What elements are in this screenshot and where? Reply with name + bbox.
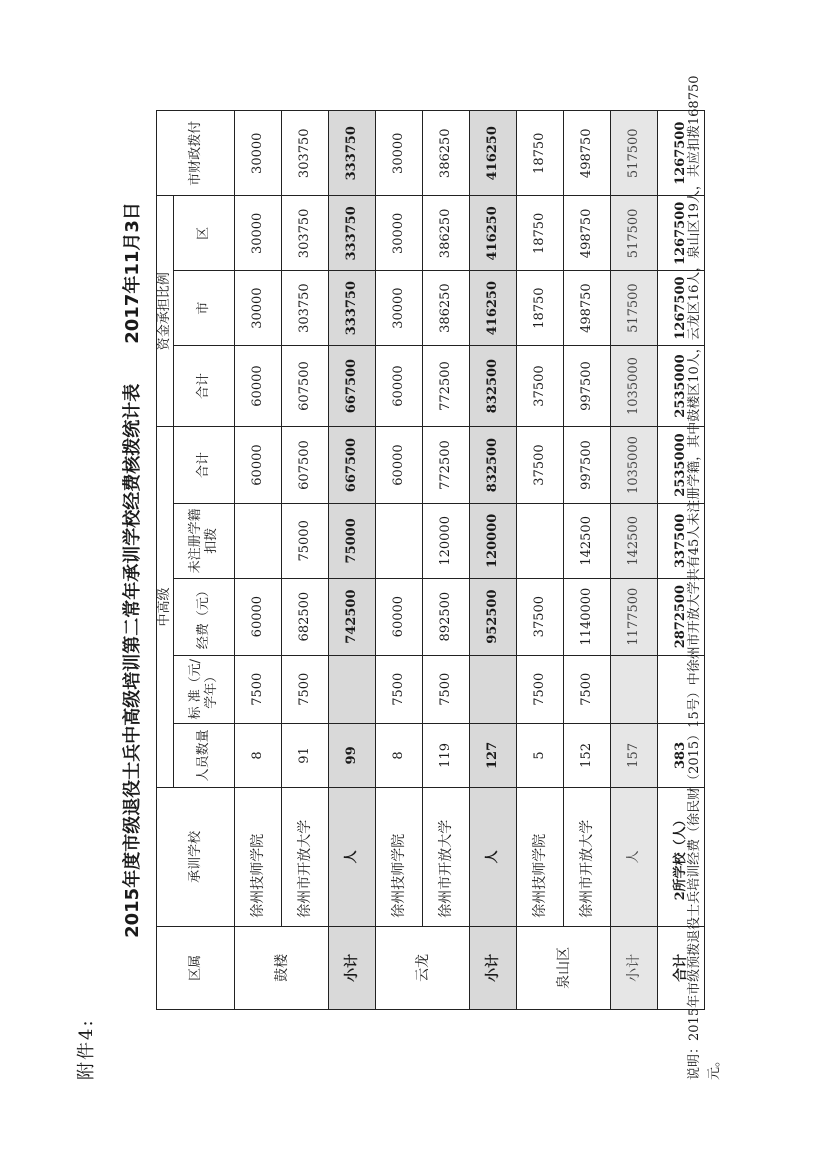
cell-share-district: 333750 [329, 196, 376, 271]
cell-fee: 892500 [423, 578, 470, 655]
cell-share-total: 60000 [235, 345, 282, 426]
cell-total: 997500 [564, 427, 611, 504]
header-count: 人员数量 [174, 723, 235, 787]
cell-school: 徐州市开放大学 [282, 787, 329, 926]
cell-school: 2所学校（人） [658, 787, 705, 926]
cell-share-district: 498750 [564, 196, 611, 271]
cell-region: 鼓楼 [235, 926, 329, 1009]
cell-unregistered: 75000 [329, 503, 376, 578]
cell-region: 云龙 [376, 926, 470, 1009]
cell-share-district: 386250 [423, 196, 470, 271]
table-row [376, 111, 423, 1010]
cell-city-pay: 517500 [611, 111, 658, 197]
cell-total: 1035000 [611, 427, 658, 504]
cell-share-total: 772500 [423, 345, 470, 426]
cell-share-district: 303750 [282, 196, 329, 271]
cell-unregistered: 120000 [423, 503, 470, 578]
cell-count: 127 [470, 723, 517, 787]
funding-table [156, 110, 705, 1010]
cell-school: 徐州技师学院 [235, 787, 282, 926]
cell-standard: 7500 [376, 655, 423, 723]
cell-count: 99 [329, 723, 376, 787]
cell-fee: 1177500 [611, 578, 658, 655]
cell-fee: 60000 [376, 578, 423, 655]
attachment-label: 附件4: [76, 1018, 97, 1080]
cell-standard: 7500 [235, 655, 282, 723]
cell-fee: 952500 [470, 578, 517, 655]
cell-fee: 2872500 [658, 578, 705, 655]
header-mid-high: 中高级 [157, 427, 174, 788]
cell-unregistered: 120000 [470, 503, 517, 578]
cell-city-pay: 30000 [376, 111, 423, 197]
cell-share-city: 1267500 [658, 271, 705, 346]
header-unregistered: 未注册学籍扣拨 [174, 503, 235, 578]
cell-region: 泉山区 [517, 926, 611, 1009]
cell-total: 2535000 [658, 427, 705, 504]
cell-city-pay: 416250 [470, 111, 517, 197]
cell-share-district: 18750 [517, 196, 564, 271]
cell-city-pay: 18750 [517, 111, 564, 197]
cell-share-total: 2535000 [658, 345, 705, 426]
table-row [423, 111, 470, 1010]
cell-standard: 7500 [517, 655, 564, 723]
footnote: 说明：2015年市级预拨退役士兵培训经费（徐民财（2015）15号）中徐州市开放大学共有45人未注册学籍，其中鼓楼区10人，云龙区16人，泉山区19人，共应扣拨168750元。 [687, 75, 722, 1080]
cell-share-total: 667500 [329, 345, 376, 426]
cell-share-total: 997500 [564, 345, 611, 426]
cell-standard: 7500 [564, 655, 611, 723]
cell-unregistered [235, 503, 282, 578]
cell-total: 832500 [470, 427, 517, 504]
header-city-pay: 市财政拨付 [157, 111, 235, 197]
cell-share-total: 1035000 [611, 345, 658, 426]
subtotal-row [470, 111, 517, 1010]
cell-fee: 682500 [282, 578, 329, 655]
cell-count: 8 [235, 723, 282, 787]
cell-share-city: 498750 [564, 271, 611, 346]
cell-standard [470, 655, 517, 723]
cell-unregistered [517, 503, 564, 578]
cell-share-city: 333750 [329, 271, 376, 346]
cell-share-total: 60000 [376, 345, 423, 426]
cell-count: 8 [376, 723, 423, 787]
cell-city-pay: 303750 [282, 111, 329, 197]
rotated-sheet [60, 40, 760, 1100]
cell-share-district: 517500 [611, 196, 658, 271]
cell-count: 5 [517, 723, 564, 787]
cell-unregistered [376, 503, 423, 578]
cell-share-city: 30000 [376, 271, 423, 346]
cell-region: 合计 [658, 926, 705, 1009]
cell-share-district: 416250 [470, 196, 517, 271]
cell-region: 小计 [611, 926, 658, 1009]
cell-total: 667500 [329, 427, 376, 504]
cell-total: 607500 [282, 427, 329, 504]
cell-total: 772500 [423, 427, 470, 504]
cell-share-district: 1267500 [658, 196, 705, 271]
table-row [235, 111, 282, 1010]
cell-share-city: 386250 [423, 271, 470, 346]
cell-standard: 7500 [282, 655, 329, 723]
cell-unregistered: 142500 [611, 503, 658, 578]
header-fee: 经费（元） [174, 578, 235, 655]
cell-standard [329, 655, 376, 723]
table-row [282, 111, 329, 1010]
cell-fee: 742500 [329, 578, 376, 655]
cell-school: 徐州市开放大学 [423, 787, 470, 926]
header-total: 合计 [174, 427, 235, 504]
cell-total: 60000 [376, 427, 423, 504]
header-share-total: 合计 [174, 345, 235, 426]
cell-city-pay: 498750 [564, 111, 611, 197]
subtotal-row [611, 111, 658, 1010]
cell-count: 119 [423, 723, 470, 787]
cell-school: 徐州市开放大学 [564, 787, 611, 926]
cell-unregistered: 142500 [564, 503, 611, 578]
cell-share-total: 832500 [470, 345, 517, 426]
cell-city-pay: 30000 [235, 111, 282, 197]
cell-total: 60000 [235, 427, 282, 504]
cell-count: 157 [611, 723, 658, 787]
document-title [118, 40, 144, 1100]
cell-city-pay: 1267500 [658, 111, 705, 197]
cell-standard: 7500 [423, 655, 470, 723]
cell-school: 徐州技师学院 [376, 787, 423, 926]
cell-school: 人 [329, 787, 376, 926]
cell-fee: 60000 [235, 578, 282, 655]
cell-school: 人 [611, 787, 658, 926]
cell-school: 人 [470, 787, 517, 926]
cell-standard [611, 655, 658, 723]
subtotal-row [329, 111, 376, 1010]
cell-city-pay: 386250 [423, 111, 470, 197]
cell-share-city: 303750 [282, 271, 329, 346]
cell-fee: 37500 [517, 578, 564, 655]
cell-region: 小计 [470, 926, 517, 1009]
header-school: 承训学校 [157, 787, 235, 926]
cell-count: 383 [658, 723, 705, 787]
header-share-city: 市 [174, 271, 235, 346]
cell-share-total: 607500 [282, 345, 329, 426]
cell-share-city: 30000 [235, 271, 282, 346]
title-text: 2015年度市级退役士兵中高级培训第二常年承训学校经费核拨统计表 [122, 383, 143, 938]
cell-school: 徐州技师学院 [517, 787, 564, 926]
cell-region: 小计 [329, 926, 376, 1009]
cell-count: 152 [564, 723, 611, 787]
header-standard: 标 准（元/学年） [174, 655, 235, 723]
cell-share-total: 37500 [517, 345, 564, 426]
cell-share-district: 30000 [376, 196, 423, 271]
cell-share-city: 18750 [517, 271, 564, 346]
table-row [564, 111, 611, 1010]
cell-unregistered: 337500 [658, 503, 705, 578]
cell-fee: 1140000 [564, 578, 611, 655]
header-region: 区属 [157, 926, 235, 1009]
table-row [517, 111, 564, 1010]
cell-share-district: 30000 [235, 196, 282, 271]
cell-total: 37500 [517, 427, 564, 504]
cell-share-city: 416250 [470, 271, 517, 346]
header-share-group: 资金承担比例 [157, 196, 174, 427]
title-date: 2017年11月3日 [122, 202, 143, 344]
cell-unregistered: 75000 [282, 503, 329, 578]
cell-count: 91 [282, 723, 329, 787]
cell-share-city: 517500 [611, 271, 658, 346]
header-share-district: 区 [174, 196, 235, 271]
cell-city-pay: 333750 [329, 111, 376, 197]
